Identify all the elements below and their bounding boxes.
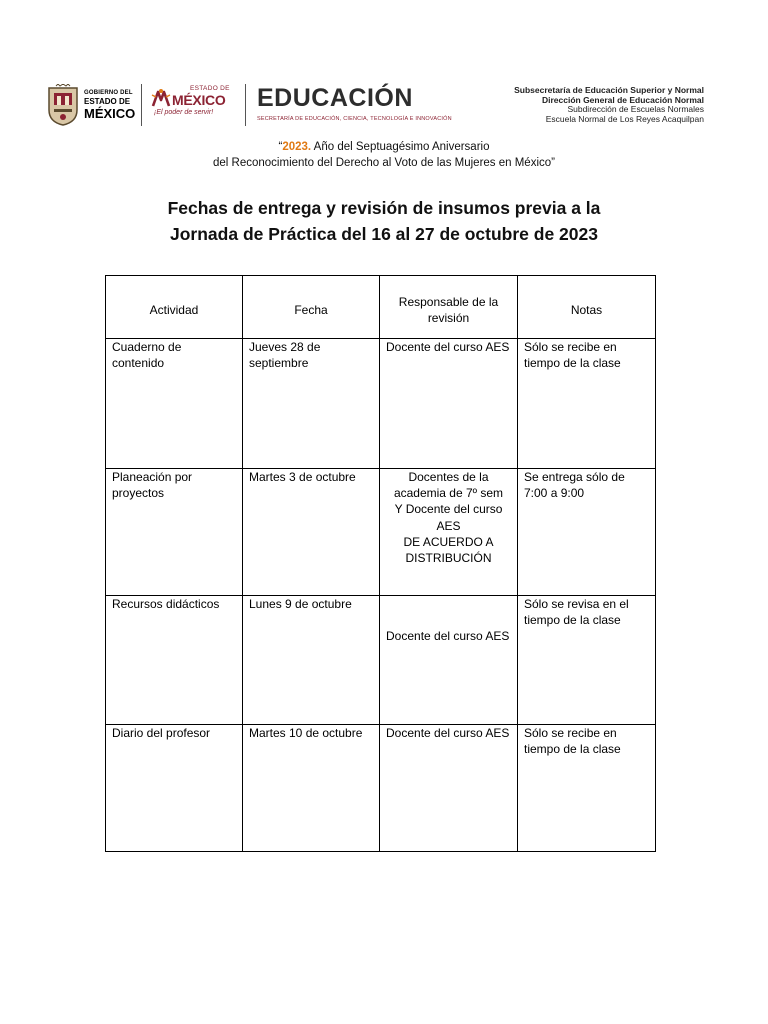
title-line1: Fechas de entrega y revisión de insumos previa a la (167, 198, 601, 218)
cell-responsable: Docente del curso AES (380, 339, 518, 469)
cell-actividad: Cuaderno de contenido (106, 339, 243, 469)
header-fecha: Fecha (243, 276, 380, 339)
estado-mexico-logo-icon (150, 88, 172, 110)
gobierno-logo (46, 84, 138, 128)
cell-actividad: Recursos didácticos (106, 596, 243, 725)
state-crest-icon (46, 84, 80, 126)
cell-responsable (380, 469, 518, 596)
divider (245, 84, 246, 126)
right-line3: Subdirección de Escuelas Normales (567, 104, 704, 115)
right-line4: Escuela Normal de Los Reyes Acaquilpan (545, 113, 704, 124)
estado-mexico-logo (150, 86, 242, 126)
cell-fecha: Martes 3 de octubre (243, 469, 380, 596)
header-notas: Notas (518, 276, 656, 339)
header-responsable: Responsable de la revisión (380, 276, 518, 339)
letterhead (0, 0, 768, 140)
cell-responsable: Docente del curso AES (380, 596, 518, 725)
cell-fecha: Lunes 9 de octubre (243, 596, 380, 725)
gob-line3: MÉXICO (84, 106, 136, 121)
table-row (106, 725, 656, 852)
gob-line2: ESTADO DE (84, 97, 131, 106)
edu-title: EDUCACIÓN (257, 84, 413, 112)
right-line2: Dirección General de Educación Normal (541, 94, 704, 105)
cell-actividad: Diario del profesor (106, 725, 243, 852)
year-highlight: 2023. (282, 141, 312, 153)
year-motto (0, 140, 768, 171)
cell-notas: Sólo se recibe en tiempo de la clase (518, 339, 656, 469)
edu-subtitle: SECRETARÍA DE EDUCACIÓN, CIENCIA, TECNOLOGÍA E INNOVACIÓN (257, 116, 452, 122)
edo-line2: MÉXICO (172, 91, 226, 108)
cell-responsable: Docente del curso AES (380, 725, 518, 852)
cell-notas: Se entrega sólo de 7:00 a 9:00 (518, 469, 656, 596)
table-row (106, 596, 656, 725)
cell-fecha: Martes 10 de octubre (243, 725, 380, 852)
edo-line1: ESTADO DE (190, 85, 230, 92)
cell-notas: Sólo se recibe en tiempo de la clase (518, 725, 656, 852)
cell-fecha: Jueves 28 de septiembre (243, 339, 380, 469)
institution-block (514, 86, 704, 124)
responsable-line3: DE ACUERDO A DISTRIBUCIÓN (403, 534, 494, 565)
cell-actividad: Planeación por proyectos (106, 469, 243, 596)
motto-line2: del Reconocimiento del Derecho al Voto de las Mujeres en México” (213, 156, 555, 169)
gob-line1: GOBIERNO DEL (84, 90, 133, 96)
motto-line1: Año del Septuagésimo Aniversario (311, 141, 490, 153)
table-row (106, 469, 656, 596)
edo-tagline: ¡El poder de servir! (154, 108, 214, 116)
responsable-line1: Docentes de la academia de 7º sem (393, 470, 504, 501)
header-actividad: Actividad (106, 276, 243, 339)
educacion-logo (257, 86, 452, 122)
divider (141, 84, 142, 126)
document-title (0, 195, 768, 248)
right-line1: Subsecretaría de Educación Superior y Normal (514, 85, 704, 95)
title-line2: Jornada de Práctica del 16 al 27 de octubre de 2023 (170, 224, 598, 245)
cell-notas: Sólo se revisa en el tiempo de la clase (518, 596, 656, 725)
open-quote: “ (278, 141, 283, 153)
responsable-line2: Y Docente del curso AES (394, 502, 503, 533)
table-header-row (106, 276, 656, 339)
schedule-table (105, 275, 656, 852)
table-row (106, 339, 656, 469)
